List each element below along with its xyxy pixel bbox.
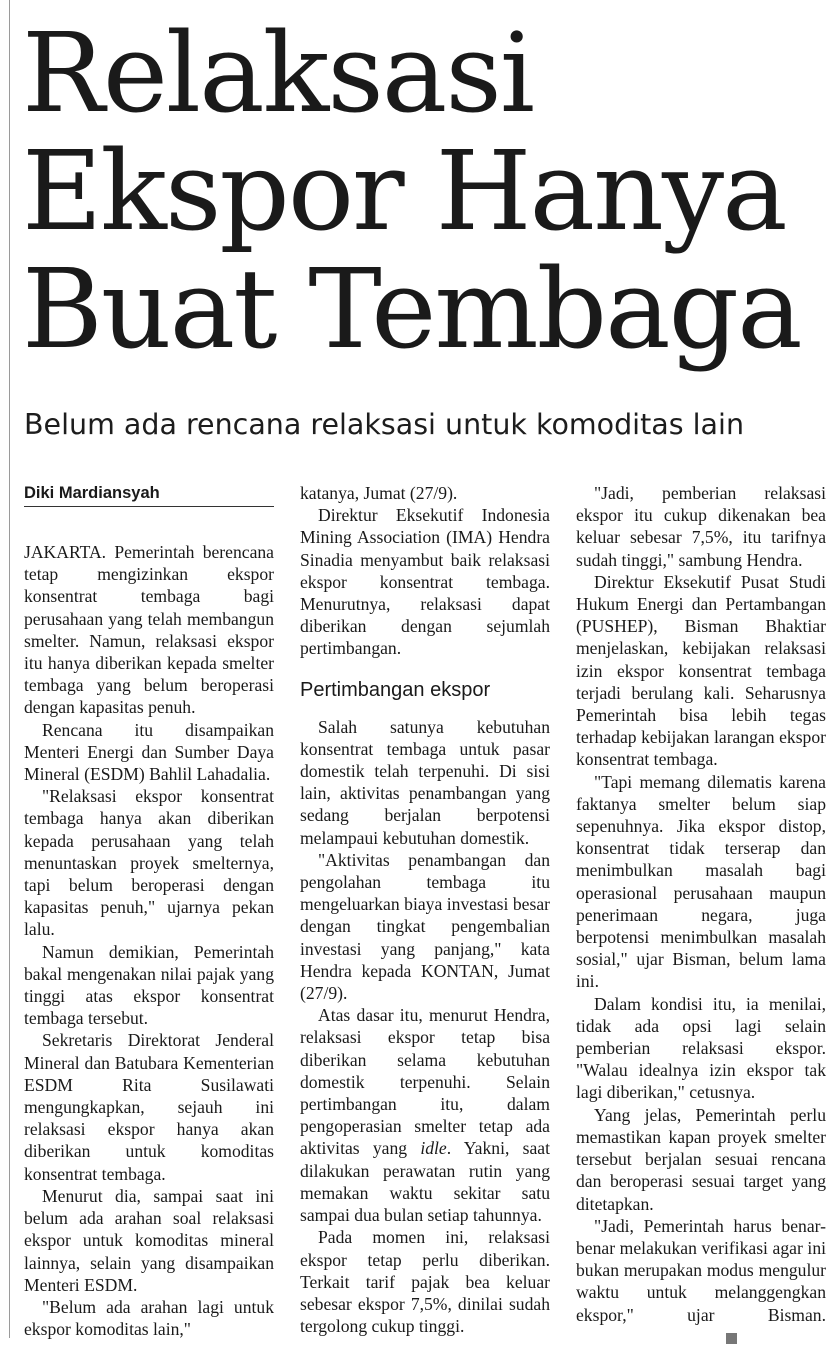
paragraph: JAKARTA. Pemerintah berencana tetap mengizinkan ekspor konsentrat tembaga bagi perusahaan yang telah membangun smelter. Namun, relaksasi ekspor itu hanya diberikan kepada smelter tembaga yang belum beroperasi dengan kapasitas penuh. (24, 542, 274, 718)
paragraph: "Belum ada arahan lagi untuk ekspor komoditas lain," (24, 1296, 274, 1340)
paragraph: Rencana itu disampaikan Menteri Energi dan Sumber Daya Mineral (ESDM) Bahlil Lahadalia. (24, 719, 274, 785)
paragraph: Salah satunya kebutuhan konsentrat tembaga untuk pasar domestik telah terpenuhi. Di sisi lain, aktivitas penambangan yang sedang berjalan berpotensi melampaui kebutuhan domestik. (300, 716, 550, 848)
column-rule (9, 0, 10, 1338)
headline-line-2: Ekspor Hanya (22, 127, 786, 255)
paragraph-text: Atas dasar itu, menurut Hendra, relaksasi ekspor tetap bisa diberikan selama kebutuhan domestik terpenuhi. Selain pertimbangan itu, dalam pengoperasian smelter tetap ada aktivitas yang (300, 1005, 550, 1159)
article-column-3 (576, 482, 826, 1348)
paragraph: Sekretaris Direktorat Jenderal Mineral dan Batubara Kementerian ESDM Rita Susilawati mengungkapkan, sejauh ini relaksasi ekspor hanya akan diberikan untuk komoditas konsentrat tembaga. (24, 1030, 274, 1184)
paragraph: "Tapi memang dilematis karena faktanya smelter belum siap sepenuhnya. Jika ekspor distop, konsentrat tidak terserap dan menimbulkan masalah bagi operasional perusahaan maupun penerimaan negara, juga berpotensi menimbulkan masalah sosial," ujar Bisman, belum lama ini. (576, 771, 826, 992)
headline-line-3: Buat Tembaga (22, 245, 801, 373)
paragraph: Namun demikian, Pemerintah bakal mengenakan nilai pajak yang tinggi atas ekspor konsentrat tembaga tersebut. (24, 941, 274, 1029)
paragraph: "Aktivitas penambangan dan pengolahan tembaga itu mengeluarkan biaya investasi besar dengan tingkat pengembalian investasi yang panjang," kata Hendra kepada KONTAN, Jumat (27/9). (300, 849, 550, 1004)
article-column-1 (24, 482, 274, 1340)
paragraph (300, 1004, 550, 1226)
byline: Diki Mardiansyah (24, 482, 274, 507)
paragraph: Dalam kondisi itu, ia menilai, tidak ada opsi lagi selain pemberian relaksasi ekspor. "Walau idealnya izin ekspor tak lagi diberikan," cetusnya. (576, 993, 826, 1103)
paragraph: Direktur Eksekutif Pusat Studi Hukum Energi dan Pertambangan (PUSHEP), Bisman Bhaktiar menjelaskan, kebijakan relaksasi izin ekspor konsentrat tembaga terjadi berulang kali. Seharusnya Pemerintah bisa lebih tegas terhadap kebijakan larangan ekspor konsentrat tembaga. (576, 571, 826, 770)
paragraph-text: . Yakni, saat dilakukan perawatan rutin yang memakan waktu sekitar satu sampai dua bulan setiap tahunnya. (300, 1138, 550, 1226)
paragraph: "Relaksasi ekspor konsentrat tembaga hanya akan diberikan kepada perusahaan yang telah menuntaskan proyek smelternya, tapi belum beroperasi dengan kapasitas penuh," ujarnya pekan lalu. (24, 786, 274, 940)
section-subheading: Pertimbangan ekspor (300, 678, 491, 701)
headline (22, 9, 822, 373)
article-column-2 (300, 482, 550, 1337)
paragraph: "Jadi, pemberian relaksasi ekspor itu cukup dikenakan bea keluar sebesar 7,5%, itu tarifnya sudah tinggi," sambung Hendra. (576, 483, 826, 570)
headline-line-1: Relaksasi (22, 9, 533, 137)
paragraph: Yang jelas, Pemerintah perlu memastikan kapan proyek smelter tersebut berjalan sesuai rencana dan beroperasi sesuai target yang ditetapkan. (576, 1104, 826, 1214)
paragraph: Direktur Eksekutif Indonesia Mining Association (IMA) Hendra Sinadia menyambut baik relaksasi ekspor konsentrat tembaga. Menurutnya, relaksasi dapat diberikan dengan sejumlah pertimbangan. (300, 505, 550, 659)
paragraph: Menurut dia, sampai saat ini belum ada arahan soal relaksasi ekspor untuk komoditas mineral lainnya, selain yang disampaikan Menteri ESDM. (24, 1185, 274, 1295)
paragraph (576, 1215, 826, 1348)
italic-term: idle (420, 1138, 447, 1159)
end-of-article-mark (726, 1333, 737, 1344)
subtitle: Belum ada rencana relaksasi untuk komoditas lain (24, 408, 745, 441)
paragraph-text: "Jadi, Pemerintah harus benar-benar melakukan verifikasi agar ini bukan merupakan modus mengulur waktu untuk melanggengkan ekspor," ujar Bisman. (576, 1215, 826, 1325)
paragraph: Pada momen ini, relaksasi ekspor tetap perlu diberikan. Terkait tarif pajak bea keluar sebesar ekspor 7,5%, dinilai sudah tergolong cukup tinggi. (300, 1227, 550, 1337)
paragraph: katanya, Jumat (27/9). (300, 483, 458, 503)
